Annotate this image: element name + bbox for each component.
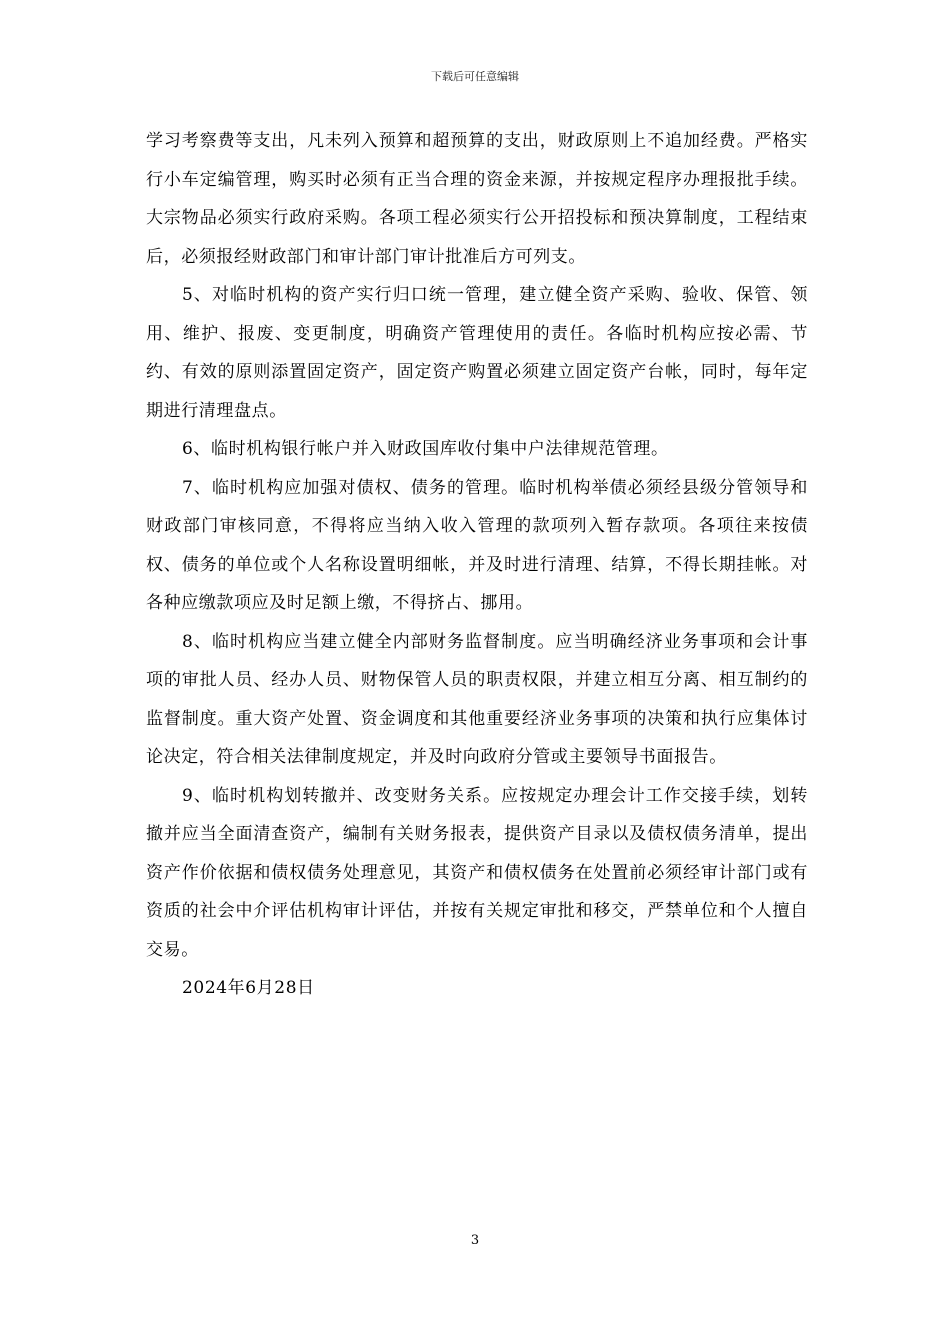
document-date: 2024年6月28日 <box>182 978 315 998</box>
document-body <box>146 122 808 1008</box>
paragraph-item-9-transfer: 9、临时机构划转撤并、改变财务关系。应按规定办理会计工作交接手续，划转撤并应当全面清查资产，编制有关财务报表，提供资产目录以及债权债务清单，提出资产作价依据和债权债务处理意见，其资产和债权债务在处置前必须经审计部门或有资质的社会中介评估机构审计评估，并按有关规定审批和移交，严禁单位和个人擅自交易。 <box>146 785 808 960</box>
page-number: 3 <box>470 1233 480 1248</box>
paragraph-item-5-assets: 5、对临时机构的资产实行归口统一管理，建立健全资产采购、验收、保管、领用、维护、报废、变更制度，明确资产管理使用的责任。各临时机构应按必需、节约、有效的原则添置固定资产，固定资产购置必须建立固定资产台帐，同时，每年定期进行清理盘点。 <box>146 285 808 421</box>
paragraph-continued-expenses: 学习考察费等支出，凡未列入预算和超预算的支出，财政原则上不追加经费。严格实行小车定编管理，购买时必须有正当合理的资金来源，并按规定程序办理报批手续。大宗物品必须实行政府采购。各项工程必须实行公开招投标和预决算制度，工程结束后，必须报经财政部门和审计部门审计批准后方可列支。 <box>146 131 808 267</box>
page-header: 下载后可任意编辑 <box>431 70 519 83</box>
paragraph-item-8-supervision: 8、临时机构应当建立健全内部财务监督制度。应当明确经济业务事项和会计事项的审批人员、经办人员、财物保管人员的职责权限，并建立相互分离、相互制约的监督制度。重大资产处置、资金调度和其他重要经济业务事项的决策和执行应集体讨论决定，符合相关法律制度规定，并及时向政府分管或主要领导书面报告。 <box>146 631 808 767</box>
paragraph-item-6-bank-accounts: 6、临时机构银行帐户并入财政国库收付集中户法律规范管理。 <box>182 439 669 459</box>
paragraph-item-7-debts: 7、临时机构应加强对债权、债务的管理。临时机构举债必须经县级分管领导和财政部门审核同意，不得将应当纳入收入管理的款项列入暂存款项。各项往来按债权、债务的单位或个人名称设置明细帐，并及时进行清理、结算，不得长期挂帐。对各种应缴款项应及时足额上缴，不得挤占、挪用。 <box>146 477 808 613</box>
